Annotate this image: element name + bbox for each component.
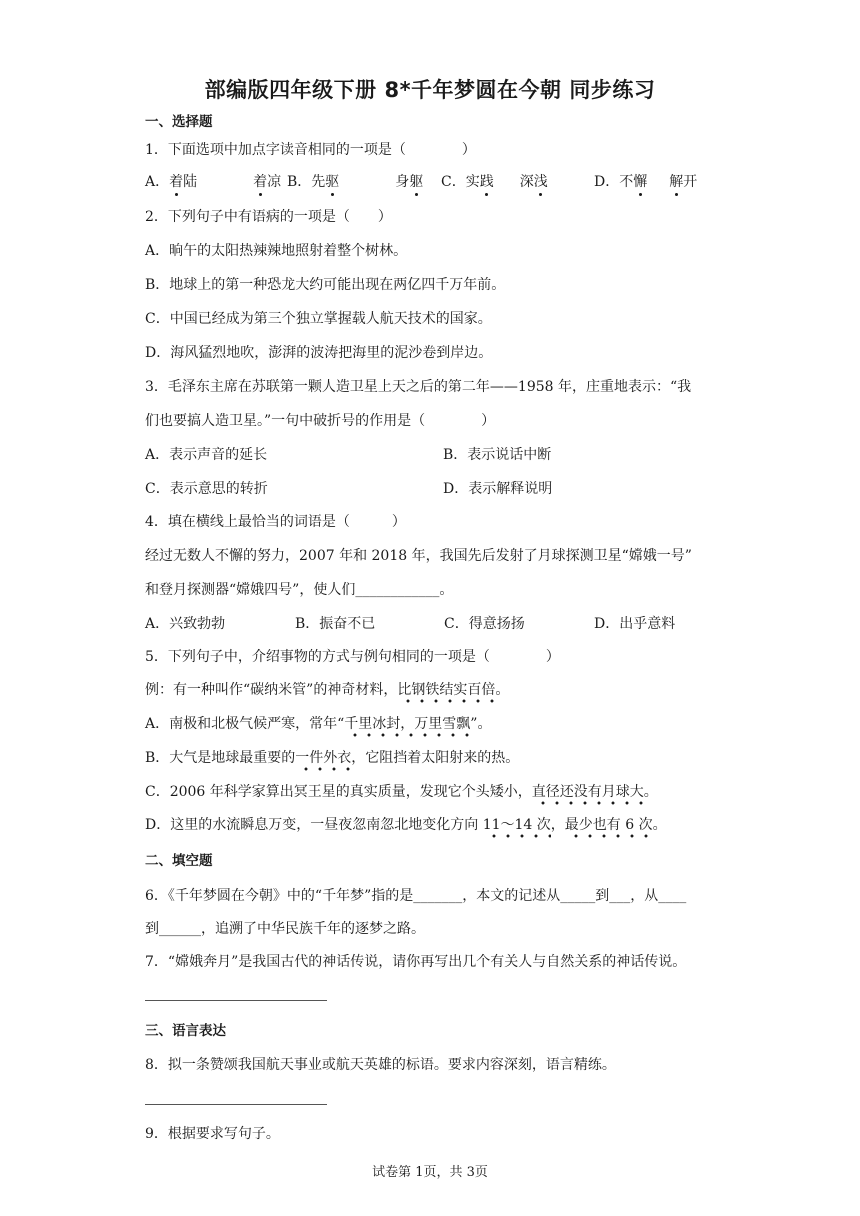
question-4-passage-line-1: 经过无数人不懈的努力，2007 年和 2018 年，我国先后发射了月球探测卫星“嫦娥一号” — [145, 548, 692, 564]
page-title: 部编版四年级下册 8*千年梦圆在今朝 同步练习 — [204, 78, 656, 102]
question-3-option-b: B．表示说话中断 — [443, 447, 552, 463]
question-8-stem: 8．拟一条赞颂我国航天事业或航天英雄的标语。要求内容深刻，语言精练。 — [145, 1057, 616, 1073]
question-1-option-b: B．先驱 身躯 — [287, 174, 424, 190]
question-4-option-a: A．兴致勃勃 — [145, 616, 226, 632]
question-5-stem: 5．下列句子中，介绍事物的方式与例句相同的一项是（ ） — [145, 649, 560, 665]
dotted-emphasis: 直径还没有月球大 — [532, 784, 644, 805]
question-9-stem: 9．根据要求写句子。 — [145, 1126, 280, 1142]
page-footer: 试卷第 1页，共 3页 — [372, 1165, 488, 1180]
question-1-option-a: A．着陆 着凉 — [145, 174, 282, 190]
question-8-answer-line[interactable] — [145, 1104, 327, 1105]
question-7-answer-line[interactable] — [145, 1000, 327, 1001]
question-5-option-c: C．2006 年科学家算出冥王星的真实质量，发现它个头矮小，直径还没有月球大。 — [145, 783, 658, 801]
question-4-option-b: B．振奋不已 — [295, 616, 376, 632]
question-7-stem: 7．“嫦娥奔月”是我国古代的神话传说，请你再写出几个有关人与自然关系的神话传说。 — [145, 954, 687, 970]
section-heading-choice: 一、选择题 — [145, 114, 213, 130]
question-4-option-c: C．得意扬扬 — [444, 616, 525, 632]
question-1-option-d: D．不懈 解开 — [594, 174, 698, 190]
question-1-stem: 1．下面选项中加点字读音相同的一项是（ ） — [145, 142, 476, 158]
question-5-option-a: A．南极和北极气候严寒，常年“千里冰封，万里雪飘”。 — [145, 715, 491, 733]
dotted-emphasis: 11～14 次 — [483, 817, 551, 838]
section-heading-fill: 二、填空题 — [145, 853, 213, 869]
question-3-stem-line-1: 3．毛泽东主席在苏联第一颗人造卫星上天之后的第二年——1958 年，庄重地表示：“我 — [145, 379, 692, 395]
question-2-option-a: A．晌午的太阳热辣辣地照射着整个树林。 — [145, 243, 408, 259]
question-2-stem: 2．下列句子中有语病的一项是（ ） — [145, 209, 392, 225]
question-3-option-a: A．表示声音的延长 — [145, 447, 268, 463]
question-5-option-b: B．大气是地球最重要的一件外衣，它阻挡着太阳射来的热。 — [145, 749, 519, 767]
dotted-emphasis: 最少也有 6 次 — [565, 817, 653, 838]
question-3-option-d: D．表示解释说明 — [443, 481, 553, 497]
dotted-emphasis: 比钢铁结实百倍 — [397, 682, 495, 703]
question-5-option-d: D．这里的水流瞬息万变，一昼夜忽南忽北地变化方向 11～14 次，最少也有 6 次。 — [145, 816, 667, 834]
question-6-line-1: 6．《千年梦圆在今朝》中的“千年梦”指的是_______，本文的记述从_____到___，从____ — [145, 888, 687, 904]
question-4-stem: 4．填在横线上最恰当的词语是（ ） — [145, 514, 406, 530]
question-4-option-d: D．出乎意料 — [594, 616, 676, 632]
section-heading-expression: 三、语言表达 — [145, 1023, 226, 1039]
question-6-line-2: 到______，追溯了中华民族千年的逐梦之路。 — [145, 921, 425, 937]
question-2-option-c: C．中国已经成为第三个独立掌握载人航天技术的国家。 — [145, 311, 492, 327]
question-2-option-b: B．地球上的第一种恐龙大约可能出现在两亿四千万年前。 — [145, 277, 506, 293]
question-1-option-c: C．实践 深浅 — [441, 174, 548, 190]
question-3-option-c: C．表示意思的转折 — [145, 481, 268, 497]
dotted-emphasis: 千里冰封，万里雪飘 — [344, 716, 470, 737]
question-2-option-d: D．海风猛烈地吹，澎湃的波涛把海里的泥沙卷到岸边。 — [145, 345, 493, 361]
dotted-emphasis: 一件外衣 — [295, 750, 351, 771]
question-4-passage-line-2: 和登月探测器“嫦娥四号”，使人们____________。 — [145, 582, 454, 598]
question-3-stem-line-2: 们也要搞人造卫星。”一句中破折号的作用是（ ） — [145, 413, 496, 429]
question-5-example: 例：有一种叫作“碳纳米管”的神奇材料，比钢铁结实百倍。 — [145, 681, 509, 699]
